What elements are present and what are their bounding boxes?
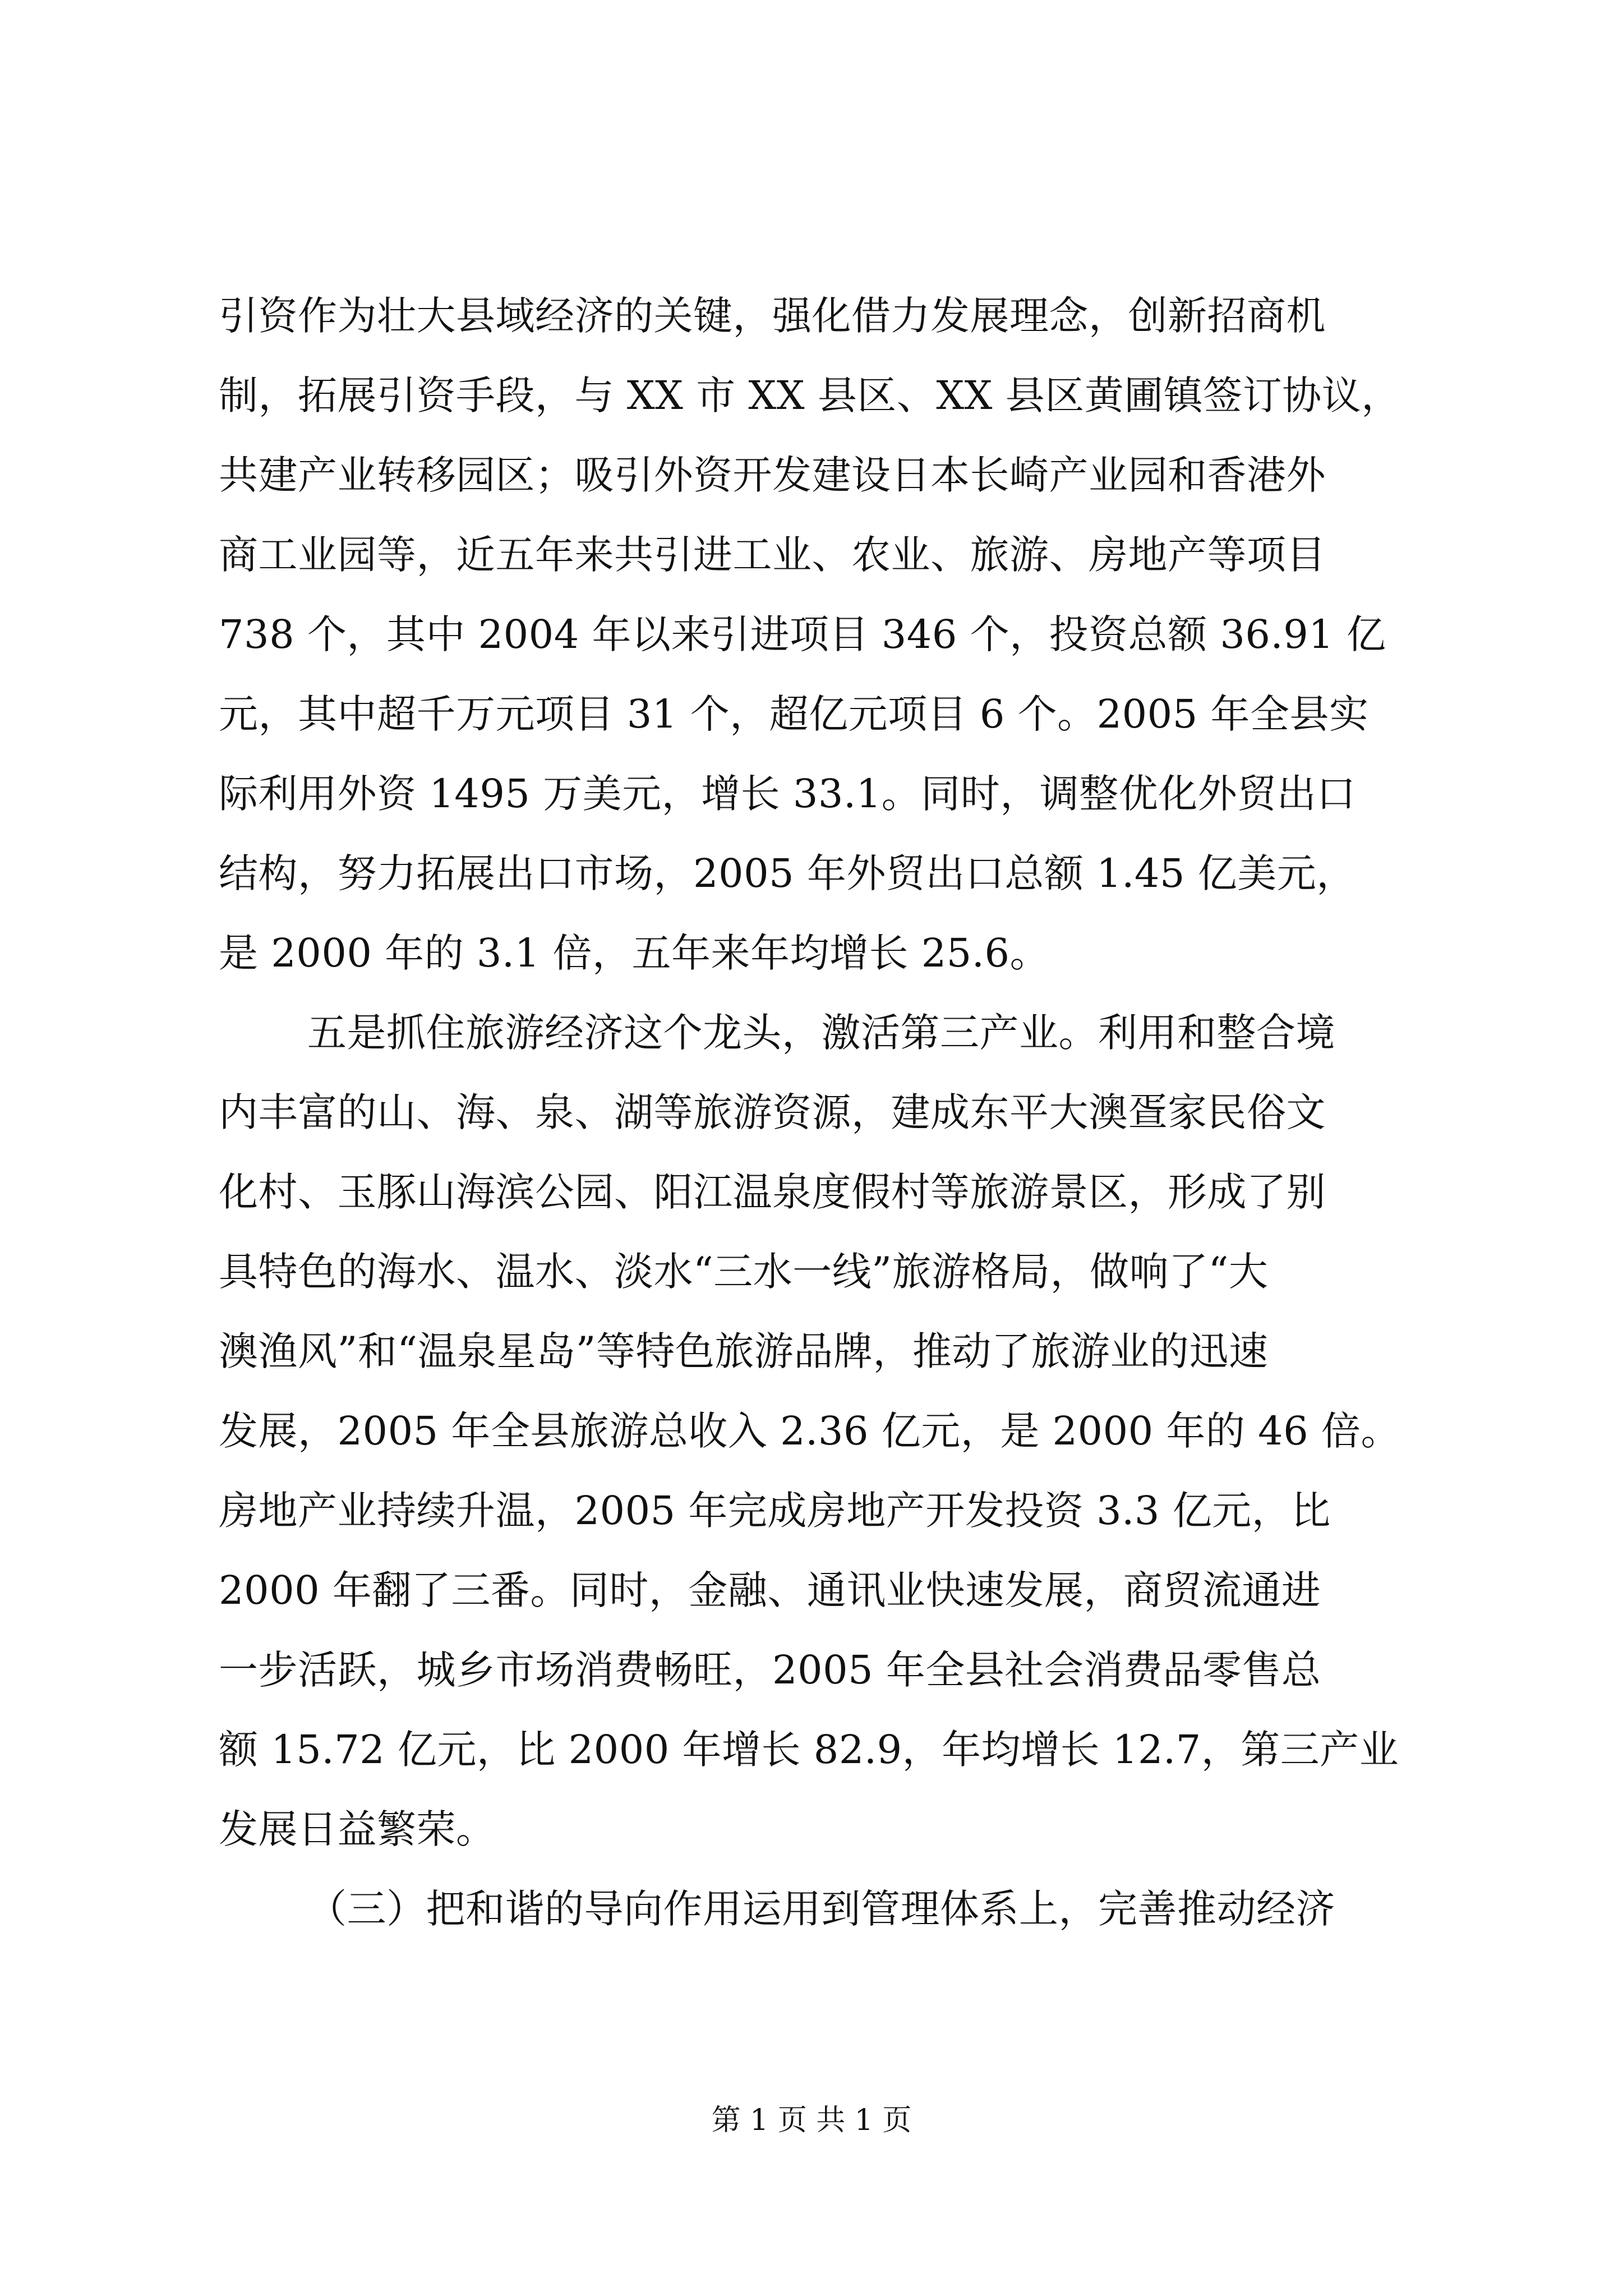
text-line-17: 2000 年翻了三番。同时，金融、通讯业快速发展，商贸流通进 [219,1567,1321,1613]
text-line-15: 发展，2005 年全县旅游总收入 2.36 亿元，是 2000 年的 46 倍。 [219,1408,1400,1454]
text-line-14: 澳渔风”和“温泉星岛”等特色旅游品牌，推动了旅游业的迅速 [219,1328,1269,1374]
text-line-3: 共建产业转移园区；吸引外资开发建设日本长崎产业园和香港外 [219,452,1326,498]
section-heading-3: （三）把和谐的导向作用运用到管理体系上，完善推动经济 [307,1886,1335,1932]
paragraph-5-line-1: 五是抓住旅游经济这个龙头，激活第三产业。利用和整合境 [307,1010,1335,1056]
text-line-18: 一步活跃，城乡市场消费畅旺，2005 年全县社会消费品零售总 [219,1647,1321,1693]
text-line-4: 商工业园等，近五年来共引进工业、农业、旅游、房地产等项目 [219,532,1326,578]
text-line-9: 是 2000 年的 3.1 倍，五年来年均增长 25.6。 [219,930,1050,976]
text-line-7: 际利用外资 1495 万美元，增长 33.1。同时，调整优化外贸出口 [219,771,1356,817]
text-line-5: 738 个，其中 2004 年以来引进项目 346 个，投资总额 36.91 亿 [219,611,1386,657]
text-line-19: 额 15.72 亿元，比 2000 年增长 82.9，年均增长 12.7，第三产业 [219,1727,1399,1773]
text-line-1: 引资作为壮大县域经济的关键，强化借力发展理念，创新招商机 [219,293,1326,339]
text-line-11: 内丰富的山、海、泉、湖等旅游资源，建成东平大澳疍家民俗文 [219,1089,1326,1135]
text-line-2: 制，拓展引资手段，与 XX 市 XX 县区、XX 县区黄圃镇签订协议， [219,372,1401,418]
text-line-12: 化村、玉豚山海滨公园、阳江温泉度假村等旅游景区，形成了别 [219,1169,1326,1215]
page-footer: 第 1 页 共 1 页 [711,2104,912,2137]
text-line-16: 房地产业持续升温，2005 年完成房地产开发投资 3.3 亿元，比 [219,1488,1331,1534]
text-line-8: 结构，努力拓展出口市场，2005 年外贸出口总额 1.45 亿美元， [219,850,1356,896]
text-line-20: 发展日益繁荣。 [219,1806,496,1852]
text-line-13: 具特色的海水、温水、淡水“三水一线”旅游格局，做响了“大 [219,1249,1269,1295]
text-line-6: 元，其中超千万元项目 31 个，超亿元项目 6 个。2005 年全县实 [219,691,1369,737]
